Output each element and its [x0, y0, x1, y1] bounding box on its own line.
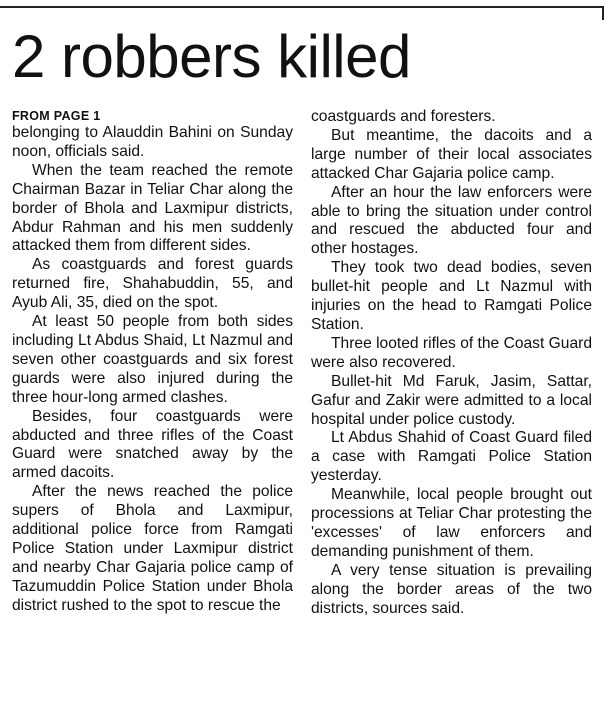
paragraph: When the team reached the remote Chairman Bazar in Teliar Char along the border of Bhola and Laxmipur districts, Abdur Rahman and his men suddenly attacked them from different sides.	[12, 161, 293, 255]
paragraph: Bullet-hit Md Faruk, Jasim, Sattar, Gafur and Zakir were admitted to a local hospital under police custody.	[311, 372, 592, 428]
paragraph: After an hour the law enforcers were able to bring the situation under control and rescued the abducted four and other hostages.	[311, 183, 592, 258]
top-rule-corner	[602, 6, 604, 20]
paragraph: Besides, four coastguards were abducted and three rifles of the Coast Guard were snatched away by the armed dacoits.	[12, 407, 293, 482]
paragraph: But meantime, the dacoits and a large number of their local associates attacked Char Gajaria police camp.	[311, 126, 592, 182]
paragraph: coastguards and foresters.	[311, 108, 496, 125]
paragraph: Meanwhile, local people brought out processions at Teliar Char protesting the 'excesses' of law enforcers and demanding punishment of them.	[311, 486, 592, 560]
paragraph: After the news reached the police supers of Bhola and Laxmipur, additional police force from Ramgati Police Station under Laxmipur district and nearby Char Gajaria police camp of Tazumuddin Police Station under Bhola district rushed to the spot to rescue the	[12, 483, 293, 614]
top-rule	[0, 6, 603, 8]
paragraph: Lt Abdus Shahid of Coast Guard filed a case with Ramgati Police Station yesterday.	[311, 429, 592, 485]
paragraph: Three looted rifles of the Coast Guard were also recovered.	[311, 334, 592, 371]
paragraph: A very tense situation is prevailing along the border areas of the two districts, sources said.	[311, 561, 592, 617]
headline: 2 robbers killed	[12, 23, 411, 90]
article-column-left	[12, 108, 293, 616]
paragraph: At least 50 people from both sides including Lt Abdus Shaid, Lt Nazmul and seven other coastguards and six forest guards were also injured during the three hour-long armed clashes.	[12, 313, 293, 406]
paragraph-text: belonging to Alauddin Bahini on Sunday noon, officials said.	[12, 124, 293, 160]
continued-from-label: FROM PAGE 1	[12, 109, 101, 123]
paragraph: They took two dead bodies, seven bullet-hit people and Lt Nazmul with injuries on the head to Ramgati Police Station.	[311, 259, 592, 333]
paragraph: As coastguards and forest guards returned fire, Shahabuddin, 55, and Ayub Ali, 35, died on the spot.	[12, 256, 293, 312]
paragraph	[12, 108, 293, 162]
article-column-right	[311, 108, 592, 618]
